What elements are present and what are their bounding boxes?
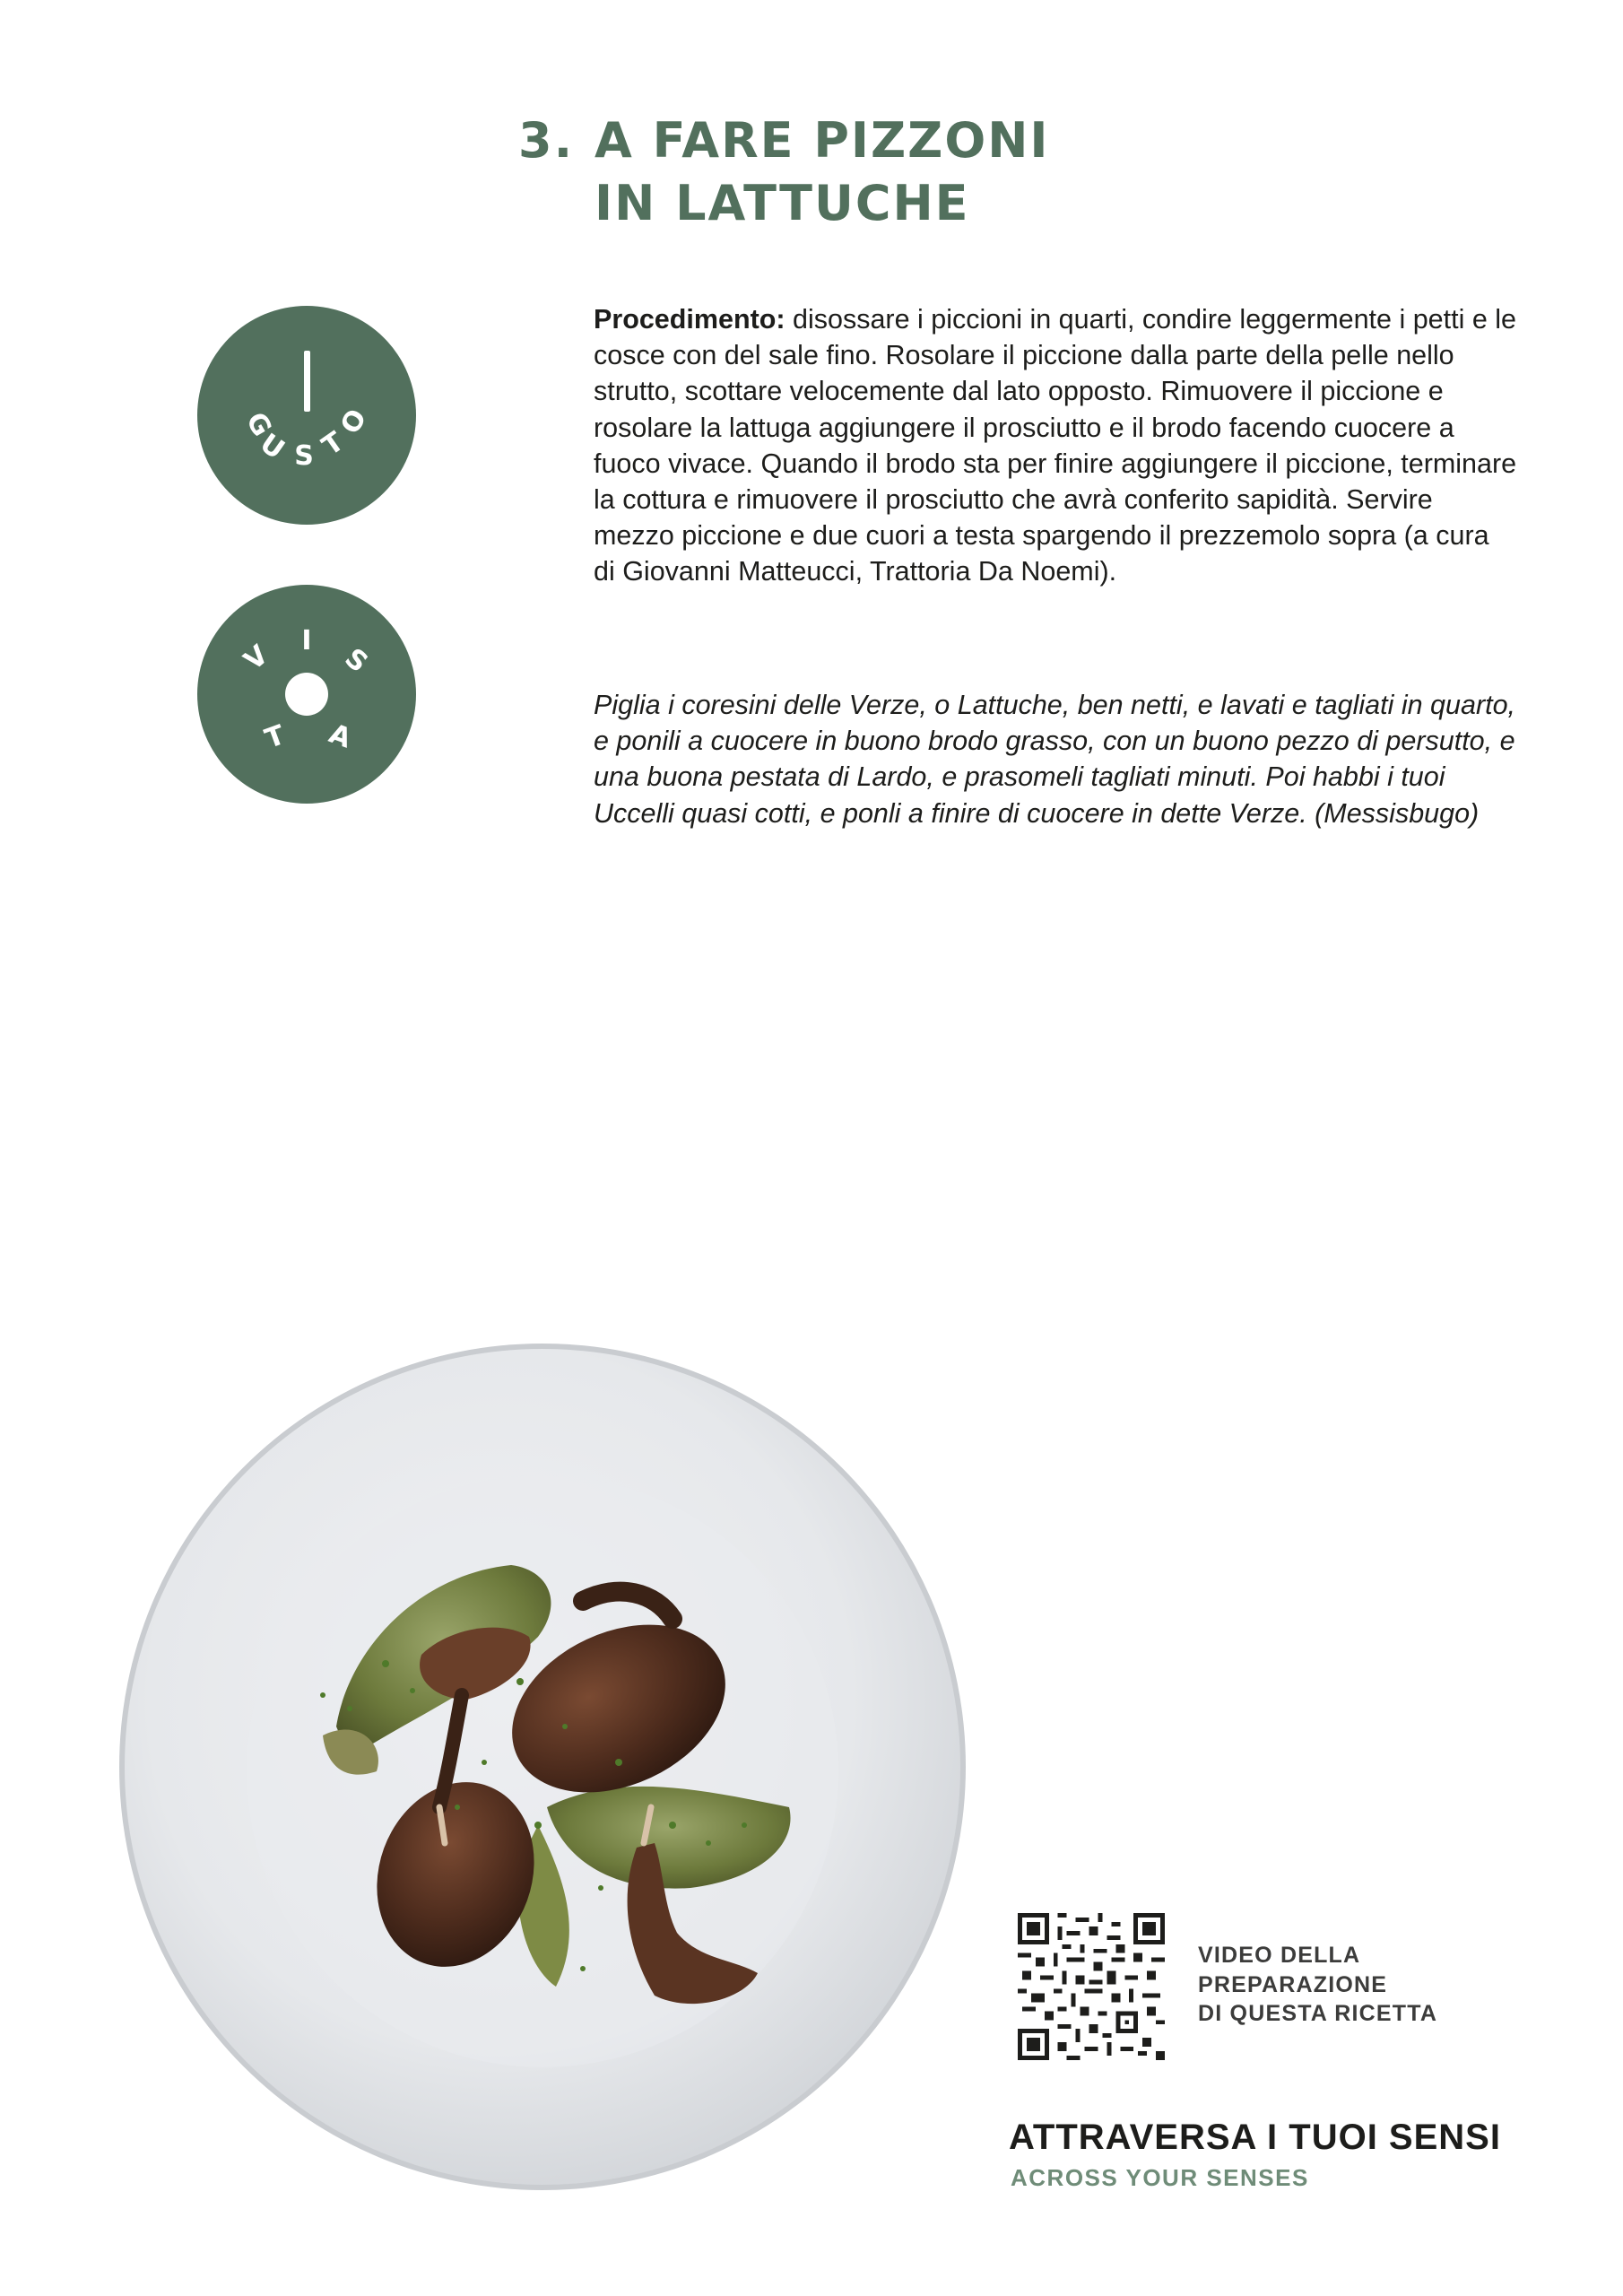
gusto-letter: O xyxy=(334,404,374,440)
qr-code[interactable] xyxy=(1018,1913,1165,2060)
video-caption-line3: DI QUESTA RICETTA xyxy=(1198,2001,1438,2026)
gusto-letter: G xyxy=(239,406,278,442)
gusto-icon xyxy=(197,306,416,525)
vista-badge xyxy=(197,585,416,804)
procedure-body: disossare i piccioni in quarti, condire leggermente i petti e le cosce con del sale fino. Rosolare il piccione dalla parte della pelle nello strutto, scottare velocemente dal lato opposto. Rimuovere il piccione e rosolare la lattuga aggiungere il prosciutto e il brodo facendo cuocere a fuoco vivace. Quando il brodo sta per finire aggiungere il piccione, terminare la cottura e rimuovere il prosciutto che avrà conferito sapidità. Servire mezzo piccione e due cuori a testa spargendo il prezzemolo sopra (a cura di Giovanni Matteucci, Trattoria Da Noemi). xyxy=(594,304,1517,587)
footer-tagline: ATTRAVERSA I TUOI SENSI xyxy=(1009,2118,1501,2157)
vista-letter: A xyxy=(325,718,356,755)
procedure-text xyxy=(594,301,1517,590)
vista-letter: I xyxy=(301,625,312,657)
footer-subtagline: ACROSS YOUR SENSES xyxy=(1011,2164,1309,2191)
vista-letter: S xyxy=(338,642,374,680)
video-caption xyxy=(1198,1941,1485,2029)
procedure-label: Procedimento: xyxy=(594,304,785,335)
gusto-letter: U xyxy=(254,427,291,466)
dish-photo xyxy=(117,1341,977,2202)
gusto-letter: T xyxy=(317,426,350,463)
vista-letter: V xyxy=(238,639,275,677)
recipe-title-line1: A FARE PIZZONI xyxy=(595,112,1050,169)
video-caption-line1: VIDEO DELLA xyxy=(1198,1943,1361,1968)
vista-letter: T xyxy=(261,719,290,756)
gusto-badge xyxy=(197,306,416,525)
gusto-letter: S xyxy=(294,440,314,472)
vista-icon xyxy=(197,585,416,804)
historic-quote: Piglia i coresini delle Verze, o Lattuche, ben netti, e lavati e tagliati in quarto, e ponili a cuocere in buono brodo grasso, con un buono pezzo di persutto, e una buona pestata di Lardo, e prasomeli tagliati minuti. Poi habbi i tuoi Uccelli quasi cotti, e ponli a finire di cuocere in dette Verze. (Messisbugo) xyxy=(594,690,1516,829)
recipe-title xyxy=(518,109,1050,235)
recipe-number: 3. xyxy=(518,112,575,169)
recipe-title-line2: IN LATTUCHE xyxy=(595,175,970,231)
video-caption-line2: PREPARAZIONE xyxy=(1198,1971,1388,1997)
